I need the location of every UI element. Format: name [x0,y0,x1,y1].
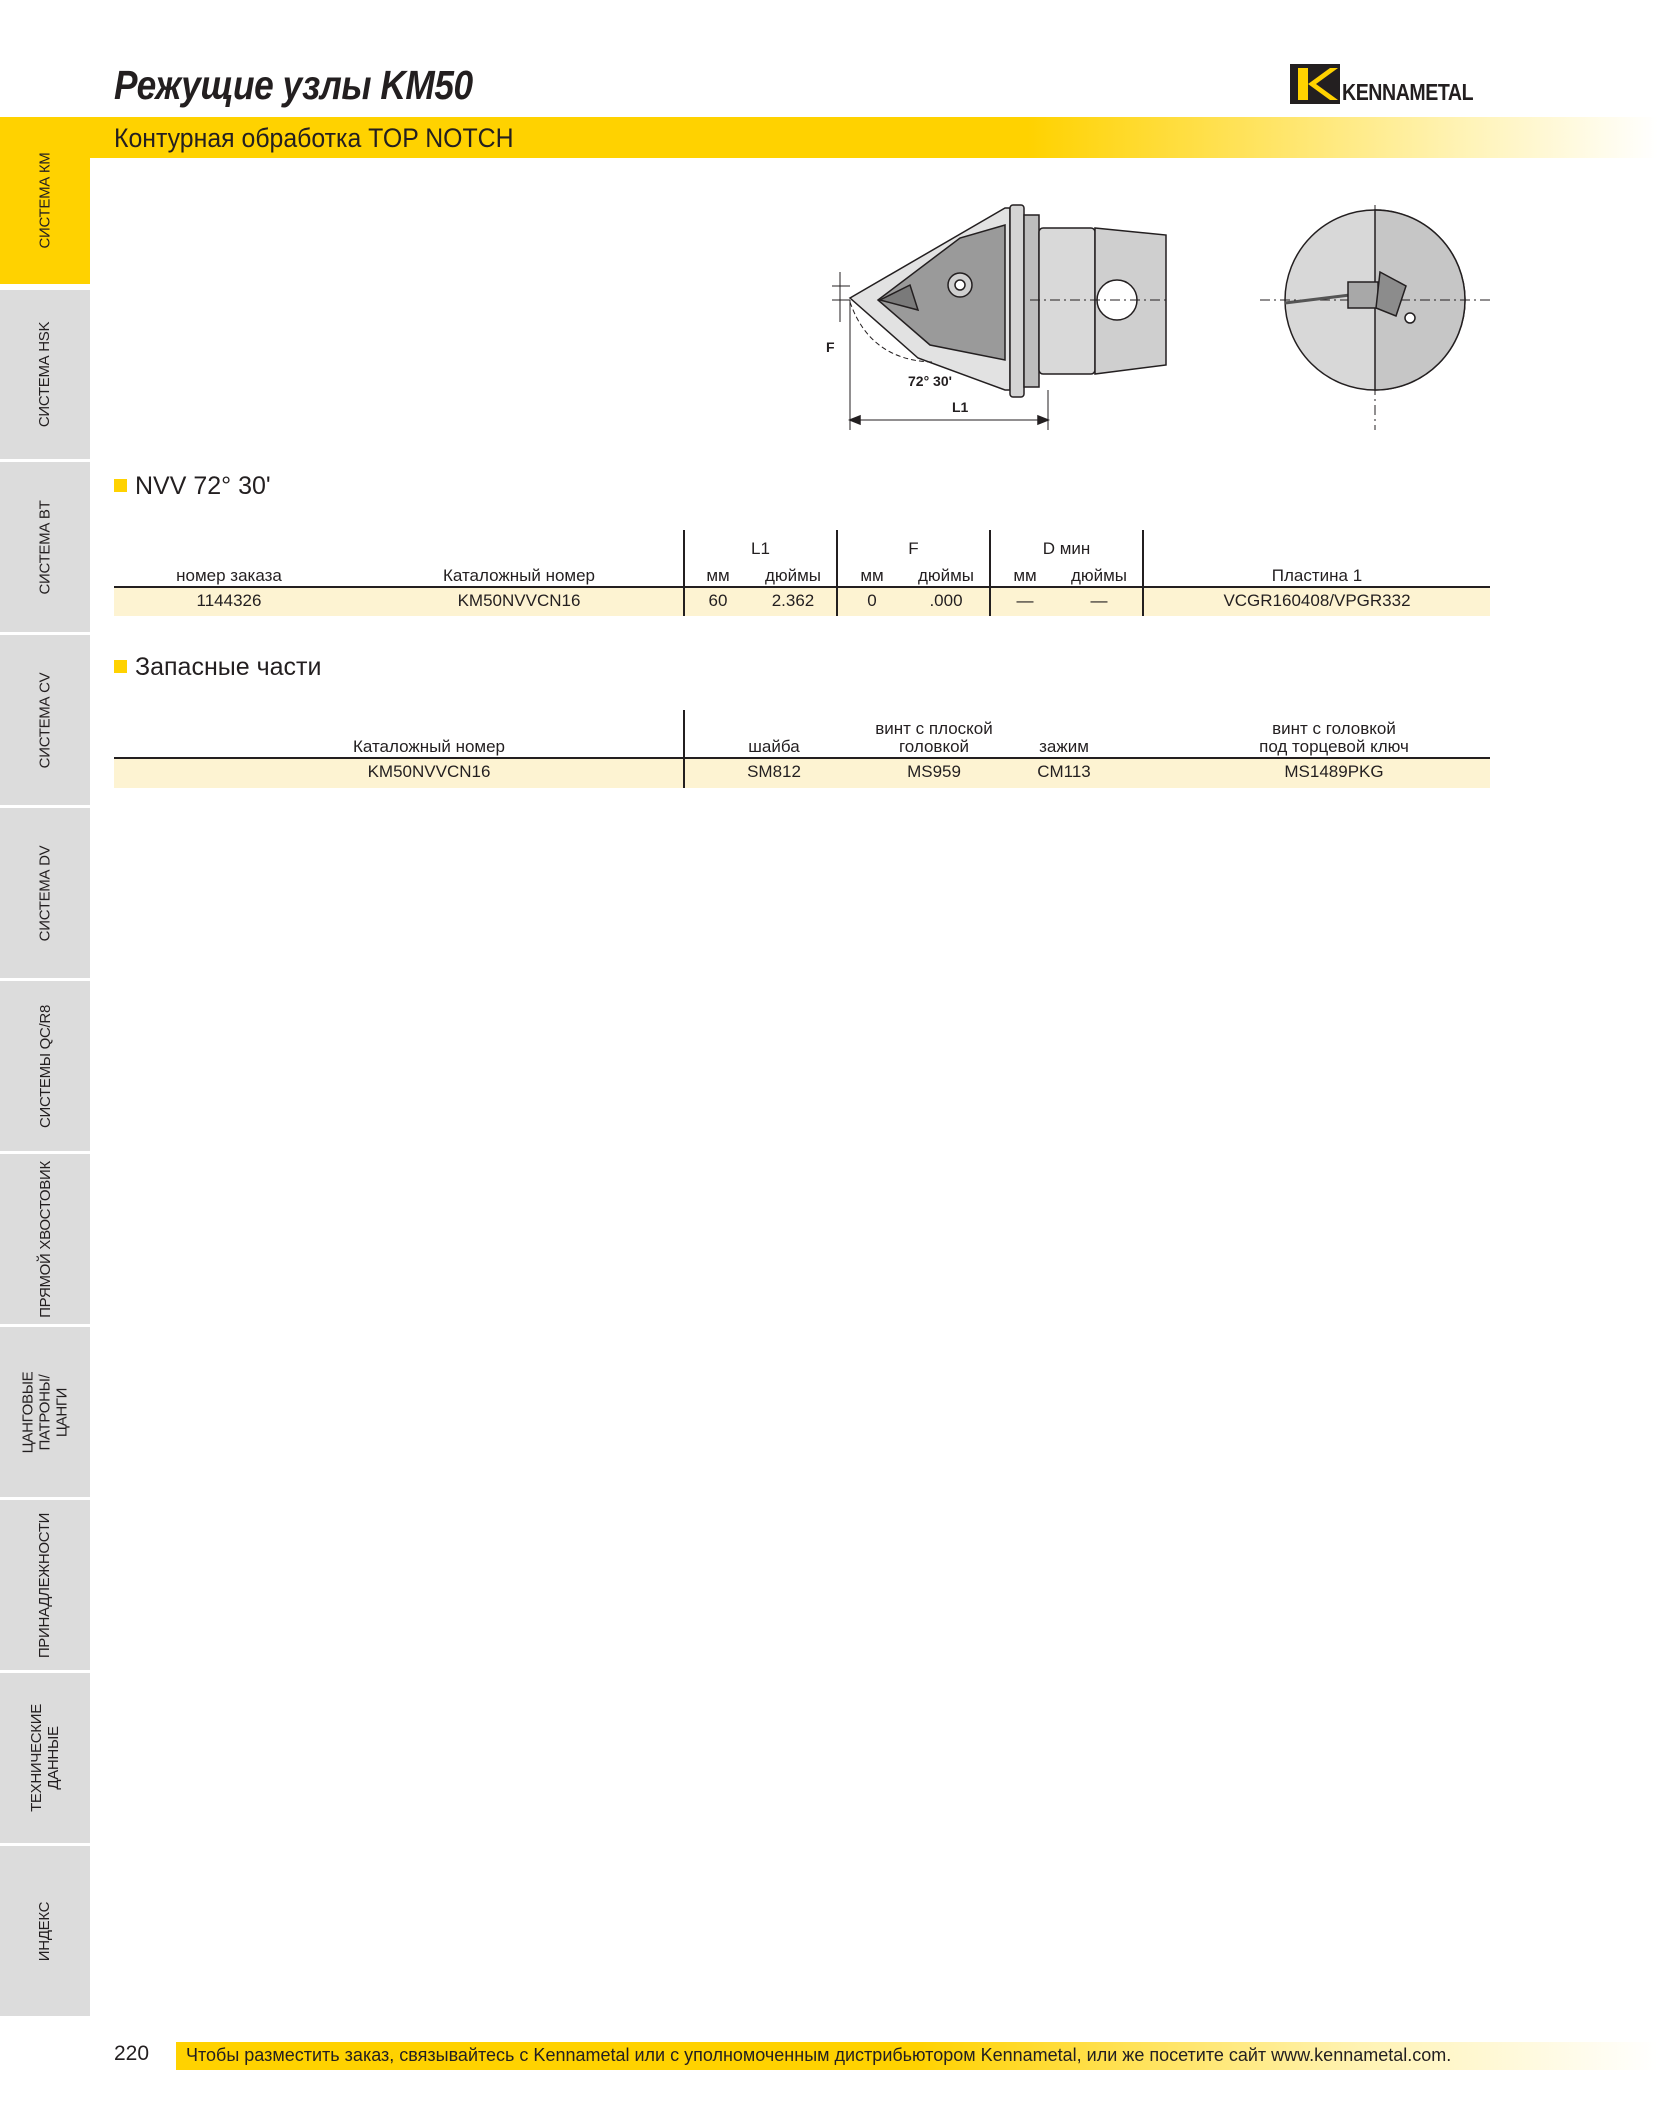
tab-label: ПРИНАДЛЕЖНОСТИ [36,1512,54,1658]
tab-sistemy-qc-r8[interactable] [0,981,90,1154]
tab-prinadlezhnosti[interactable] [0,1500,90,1673]
tab-tsangovye-patrony[interactable] [0,1327,90,1500]
group-header-l1: L1 [751,539,770,558]
cell-d-mm: — [1016,591,1034,610]
tab-label: СИСТЕМА DV [36,845,54,941]
drawing-label-f: F [826,339,835,355]
column-header-hex-screw-line1: винт с головкой [1272,719,1396,738]
cell-d-in: — [1090,591,1108,610]
column-header-catalog-number: Каталожный номер [442,566,596,585]
column-header-d-in: дюймы [1070,566,1128,585]
cell-order-number: 1144326 [196,591,262,610]
cell-flat-screw: MS959 [907,762,961,781]
column-header-shim: шайба [748,737,800,756]
tab-label: СИСТЕМЫ QC/R8 [36,1004,54,1128]
cell-l1-in: 2.362 [771,591,815,610]
column-header-flat-screw-line2: головкой [898,737,970,756]
page-subtitle: Контурная обработка TOP NOTCH [114,123,514,153]
column-header-d-mm: мм [1013,566,1037,585]
column-header-clamp: зажим [1039,737,1089,756]
tab-sistema-km[interactable] [0,117,90,287]
tab-sistema-dv[interactable] [0,808,90,981]
tab-sistema-cv[interactable] [0,635,90,808]
group-header-f: F [908,539,919,558]
tab-indeks[interactable] [0,1846,90,2019]
cell-catalog-number: KM50NVVCN16 [367,762,491,781]
tab-sistema-bt[interactable] [0,462,90,635]
page-title: Режущие узлы KM50 [114,62,473,108]
tab-tekhnicheskie-dannye[interactable] [0,1673,90,1846]
logo-text: KENNAMETAL [1342,79,1474,105]
cell-l1-mm: 60 [708,591,728,610]
kennametal-k-icon [1290,64,1340,104]
tab-label: СИСТЕМА BT [36,500,54,594]
section-bullet-icon [114,660,127,673]
column-header-f-in: дюймы [917,566,975,585]
header-divider [114,586,1490,588]
kennametal-logo [1290,64,1510,104]
section-heading-spare-parts [114,653,321,682]
tab-label: ЦАНГОВЫЕ ПАТРОНЫ/ЦАНГИ [19,1371,71,1453]
column-header-f-mm: мм [860,566,884,585]
side-view-drawing [832,205,1170,430]
tab-label: ПРЯМОЙ ХВОСТОВИК [36,1160,54,1318]
tab-pryamoy-khvostovik[interactable] [0,1154,90,1327]
drawing-label-l1: L1 [952,399,969,415]
column-header-catalog-number: Каталожный номер [352,737,506,756]
column-header-hex-screw-line2: под торцевой ключ [1259,737,1409,756]
section-bullet-icon [114,479,127,492]
cell-hex-screw: MS1489PKG [1284,762,1384,781]
cell-f-mm: 0 [867,591,877,610]
section-title: NVV 72° 30' [135,472,271,500]
column-divider [683,710,685,788]
section-heading-nvv [114,472,271,501]
drawing-label-angle: 72° 30' [908,373,952,389]
tab-label: ТЕХНИЧЕСКИЕ ДАННЫЕ [28,1704,63,1812]
cell-catalog-number: KM50NVVCN16 [457,591,581,610]
tab-label: СИСТЕМА HSK [36,321,54,428]
end-view-drawing [1260,205,1490,430]
page-number: 220 [114,2042,150,2065]
section-title: Запасные части [135,653,322,681]
tool-drawing [810,190,1510,450]
column-header-order-number: номер заказа [176,566,282,585]
column-header-l1-in: дюймы [764,566,822,585]
tab-label: ИНДЕКС [36,1901,54,1961]
footer-text: Чтобы разместить заказ, связывайтесь с Kennametal или с уполномоченным дистрибьютором Kennametal, или же посетите сайт www.kennametal.com. [186,2045,1452,2065]
tab-label: СИСТЕМА КМ [36,152,54,249]
tab-label: СИСТЕМА CV [36,672,54,768]
tab-sistema-hsk[interactable] [0,290,90,462]
column-header-insert: Пластина 1 [1271,566,1363,585]
cell-clamp: CM113 [1037,762,1091,781]
cell-shim: SM812 [747,762,801,781]
column-header-flat-screw-line1: винт с плоской [875,719,993,738]
header-divider [114,757,1490,759]
column-header-l1-mm: мм [706,566,730,585]
group-header-d-min: D мин [1042,539,1091,558]
cell-insert: VCGR160408/VPGR332 [1223,591,1411,610]
cell-f-in: .000 [929,591,963,610]
